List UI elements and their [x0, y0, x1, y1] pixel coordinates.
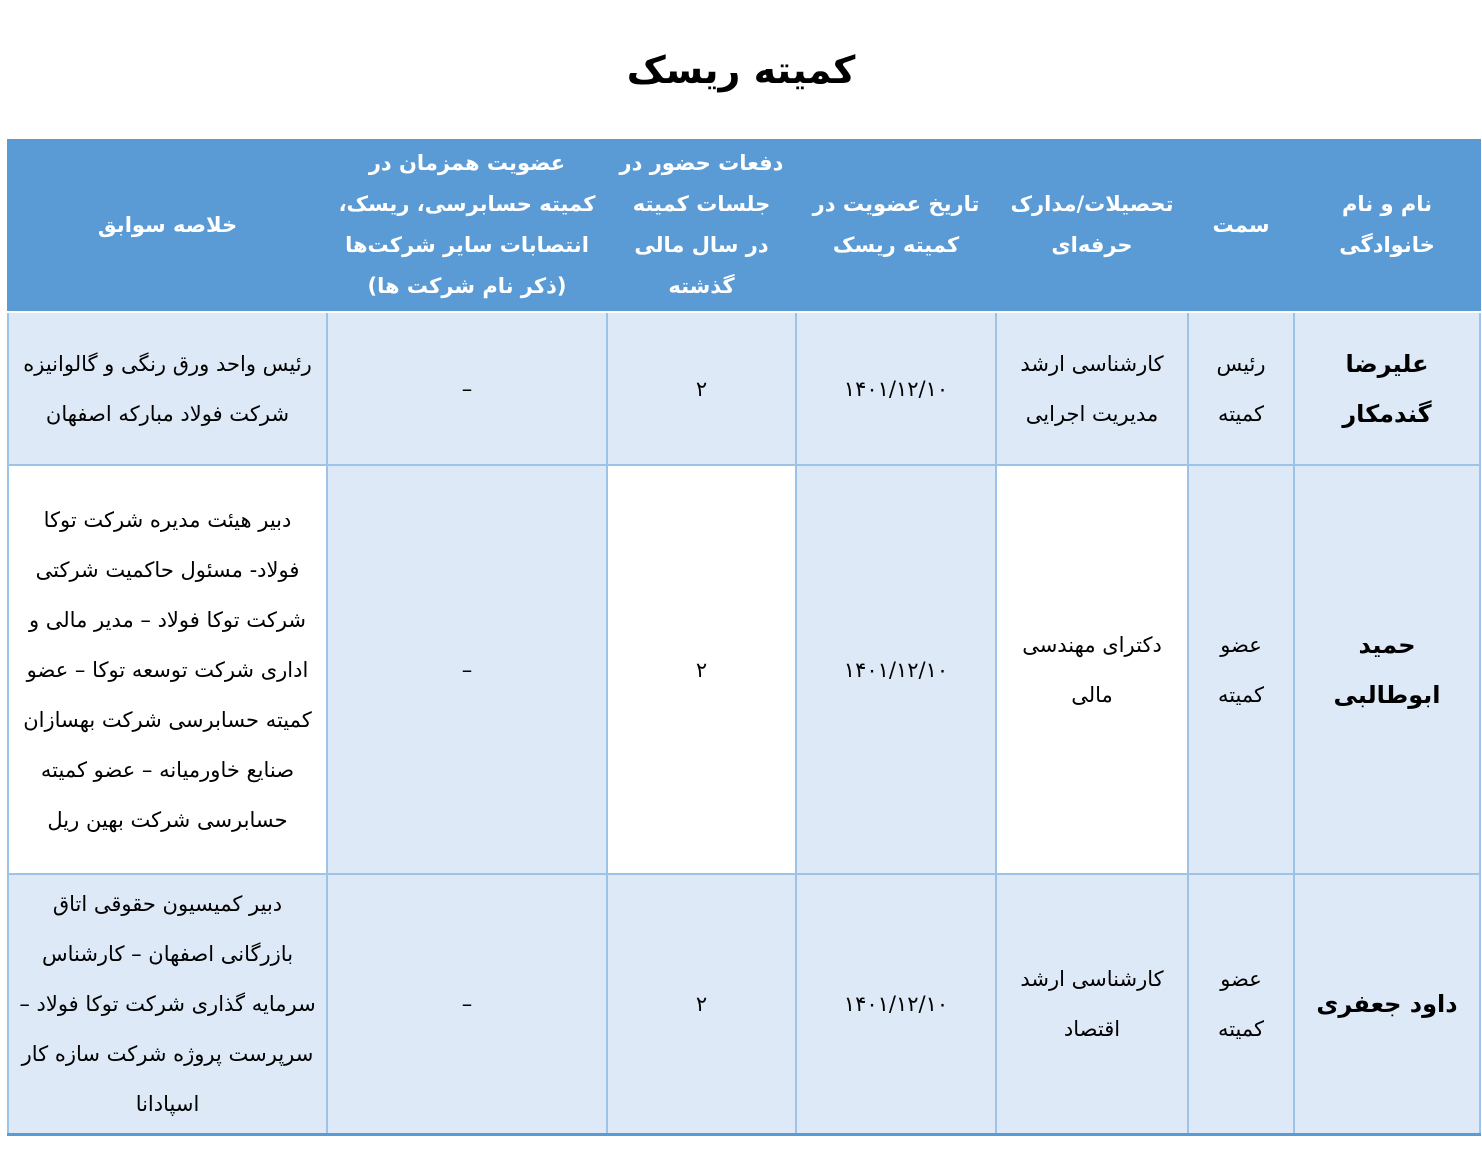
member-attendance: ۲: [607, 312, 796, 465]
table-row: [8, 465, 1480, 874]
header-concurrent-membership: عضویت همزمان در کمیته حسابرسی، ریسک، انتصابات سایر شرکت‌ها (ذکر نام شرکت ها): [327, 139, 607, 312]
member-concurrent-membership: –: [327, 874, 607, 1135]
member-concurrent-membership: –: [327, 465, 607, 874]
member-summary: رئیس واحد ورق رنگی و گالوانیزه شرکت فولاد مبارکه اصفهان: [8, 312, 327, 465]
member-attendance: ۲: [607, 874, 796, 1135]
header-education: تحصیلات/مدارک حرفه‌ای: [996, 139, 1188, 312]
member-membership-date: ۱۴۰۱/۱۲/۱۰: [796, 874, 996, 1135]
page-title: کمیته ریسک: [626, 48, 856, 92]
risk-committee-table: [7, 139, 1481, 1136]
member-position: عضو کمیته: [1188, 465, 1294, 874]
member-concurrent-membership: –: [327, 312, 607, 465]
member-position: عضو کمیته: [1188, 874, 1294, 1135]
table-header-row: [8, 139, 1480, 312]
member-attendance: ۲: [607, 465, 796, 874]
member-summary: دبیر هیئت مدیره شرکت توکا فولاد- مسئول حاکمیت شرکتی شرکت توکا فولاد – مدیر مالی و اداری شرکت توسعه توکا – عضو کمیته حسابرسی شرکت بهسازان صنایع خاورمیانه – عضو کمیته حسابرسی شرکت بهین ریل: [8, 465, 327, 874]
member-membership-date: ۱۴۰۱/۱۲/۱۰: [796, 312, 996, 465]
header-membership-date: تاریخ عضویت در کمیته ریسک: [796, 139, 996, 312]
member-education: دکترای مهندسی مالی: [996, 465, 1188, 874]
header-name: نام و نام خانوادگی: [1294, 139, 1480, 312]
table-row: [8, 874, 1480, 1135]
member-name: داود جعفری: [1294, 874, 1480, 1135]
header-summary: خلاصه سوابق: [8, 139, 327, 312]
header-position: سمت: [1188, 139, 1294, 312]
member-education: کارشناسی ارشد اقتصاد: [996, 874, 1188, 1135]
member-name: حمید ابوطالبی: [1294, 465, 1480, 874]
member-summary: دبیر کمیسیون حقوقی اتاق بازرگانی اصفهان – کارشناس سرمایه گذاری شرکت توکا فولاد – سرپرست پروژه شرکت سازه کار اسپادانا: [8, 874, 327, 1135]
member-education: کارشناسی ارشد مدیریت اجرایی: [996, 312, 1188, 465]
table-row: [8, 312, 1480, 465]
member-membership-date: ۱۴۰۱/۱۲/۱۰: [796, 465, 996, 874]
member-name: علیرضا گندمکار: [1294, 312, 1480, 465]
header-attendance: دفعات حضور در جلسات کمیته در سال مالی گذشته: [607, 139, 796, 312]
member-position: رئیس کمیته: [1188, 312, 1294, 465]
